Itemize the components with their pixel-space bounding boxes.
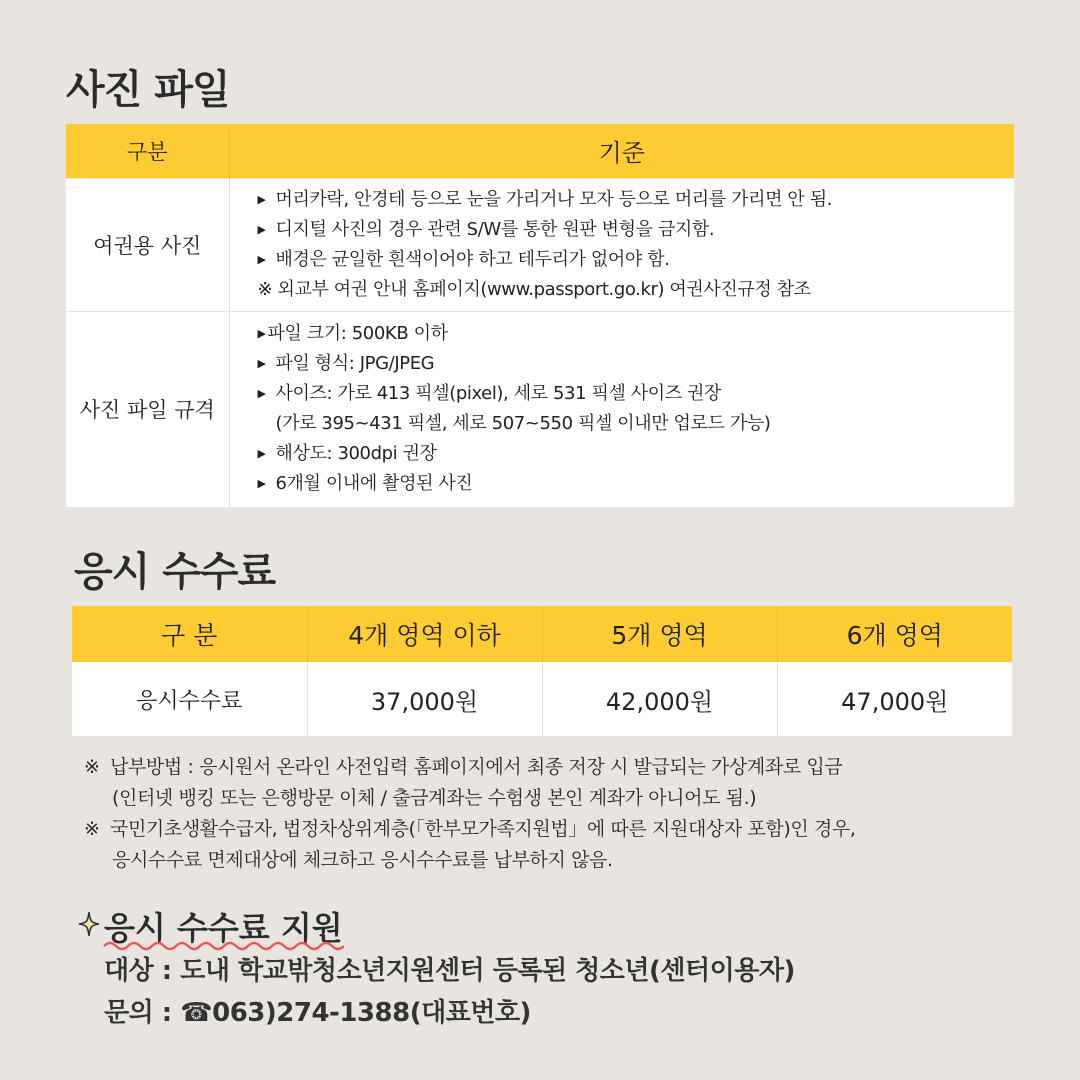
header-category: 구분 (66, 124, 229, 178)
triangle-bullet-icon: ▶ (257, 477, 266, 491)
triangle-bullet-icon: ▶ (257, 357, 266, 371)
fee-header-category: 구 분 (72, 606, 307, 662)
fee-row-label: 응시수수료 (72, 662, 307, 736)
header-criteria: 기준 (229, 124, 1014, 178)
note-line: 응시수수료 면제대상에 체크하고 응시수수료를 납부하지 않음. (112, 849, 613, 871)
fee-notes (84, 752, 856, 876)
table-row (72, 662, 1012, 736)
wavy-underline (102, 940, 344, 952)
table-row (66, 178, 1014, 311)
photo-criteria-table (66, 124, 1014, 507)
criteria-line: ▶ 6개월 이내에 촬영된 사진 (258, 469, 1015, 499)
sparkle-icon (78, 902, 104, 950)
criteria-line: ▶ 머리카락, 안경테 등으로 눈을 가리거나 모자 등으로 머리를 가리면 안 됨. (258, 185, 1015, 215)
triangle-bullet-icon: ▶ (257, 447, 266, 461)
triangle-bullet-icon: ▶ (257, 387, 266, 401)
support-target: 대상 : 도내 학교밖청소년지원센터 등록된 청소년(센터이용자) (104, 956, 795, 986)
telephone-icon: ☎ (180, 998, 213, 1028)
row-label-passport-photo: 여권용 사진 (66, 178, 229, 311)
fee-table-header (72, 606, 1012, 662)
row-label-photo-file-spec: 사진 파일 규격 (66, 311, 229, 507)
criteria-line: (가로 395~431 픽셀, 세로 507~550 픽셀 이내만 업로드 가능) (275, 413, 771, 435)
criteria-line: ▶ 해상도: 300dpi 권장 (258, 439, 1015, 469)
note-line: ※ 국민기초생활수급자, 법정차상위계층(「한부모가족지원법」에 따른 지원대상자 포함)인 경우, (84, 818, 856, 840)
fee-header-6-areas: 6개 영역 (777, 606, 1012, 662)
triangle-bullet-icon: ▶ (257, 327, 266, 341)
fee-header-5-areas: 5개 영역 (542, 606, 777, 662)
fee-support-section (78, 902, 795, 1034)
triangle-bullet-icon: ▶ (257, 252, 266, 266)
note-line: ※ 납부방법 : 응시원서 온라인 사전입력 홈페이지에서 최종 저장 시 발급되는 가상계좌로 입금 (84, 756, 843, 778)
criteria-line: ▶ 배경은 균일한 흰색이어야 하고 테두리가 없어야 함. (258, 245, 1015, 275)
support-contact: 문의 : ☎063)274-1388(대표번호) (104, 998, 531, 1028)
note-line: (인터넷 뱅킹 또는 은행방문 이체 / 출금계좌는 수험생 본인 계좌가 아니어도 됨.) (112, 787, 757, 809)
table-row (66, 311, 1014, 507)
fee-4-areas-value: 37,000원 (307, 662, 542, 736)
triangle-bullet-icon: ▶ (257, 192, 266, 206)
fee-header-4-areas: 4개 영역 이하 (307, 606, 542, 662)
support-title: 응시 수수료 지원 (78, 902, 795, 950)
criteria-line: ▶ 파일 형식: JPG/JPEG (258, 349, 1015, 379)
criteria-cell (229, 178, 1014, 311)
criteria-line: ▶ 디지털 사진의 경우 관련 S/W를 통한 원판 변형을 금지함. (258, 215, 1015, 245)
contact-phone: 063)274-1388(대표번호) (212, 998, 531, 1028)
fee-5-areas-value: 42,000원 (542, 662, 777, 736)
photo-table-header (66, 124, 1014, 178)
fee-table (72, 606, 1012, 736)
criteria-line: ▶ 사이즈: 가로 413 픽셀(pixel), 세로 531 픽셀 사이즈 권장 (258, 379, 1015, 409)
triangle-bullet-icon: ▶ (257, 222, 266, 236)
criteria-note: ※ 외교부 여권 안내 홈페이지(www.passport.go.kr) 여권사진규정 참조 (257, 278, 811, 300)
photo-section-title: 사진 파일 (66, 67, 230, 113)
fee-6-areas-value: 47,000원 (777, 662, 1012, 736)
criteria-cell (229, 311, 1014, 507)
fee-section-title: 응시 수수료 (74, 549, 276, 595)
criteria-line: ▶ 파일 크기: 500KB 이하 (258, 319, 1015, 349)
